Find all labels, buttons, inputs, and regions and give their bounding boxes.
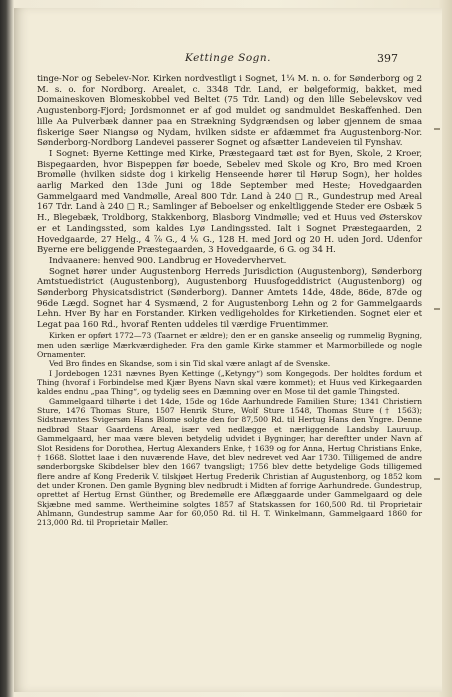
edge-mark [434,308,440,310]
paragraph-sogn-description: tinge-Nor og Sebelev-Nor. Kirken nordvestligt i Sognet, 1¼ M. n. o. for Sønderborg og 2 M. s. o. for Nordborg. Arealet, c. 3348 Tdr. Land, er bølgeformig, bakket, med Domaineskoven Blomeskobbel ved Beltet (75 Tdr. Land) og den lille Sebelevskov ved Augustenborg-Fjord; Jordsmonnet er af god muldet og sandmuldet Beskaffenhed. Den lille Aa Pulverbæk danner paa en Strækning Sydgrændsen og løber gjennem de smaa fiskerige Søer Niangsø og Nydam, hvilken sidste er afdæmmet fra Augustenborg-Nor. Sønderborg-Nordborg Landevei passerer Sognet og afsætter Landeveien til Fynshav. [37,74,422,149]
paragraph-skandse: Ved Bro findes en Skandse, som i sin Tid skal være anlagt af de Svenske. [49,359,331,369]
edge-mark [434,478,440,480]
book-page [14,8,442,692]
paragraph-settlements: I Sognet: Byerne Kettinge med Kirke, Præstegaard tæt øst for Byen, Skole, 2 Kroer, Bispegaarden, hvor Bispeppen før boede, Sebelev med Skole og Kro, Bro med Kroen Bromølle (hvilken sidste dog i kirkelig Henseende hører til Hørup Sogn), her holdes aarlig Marked den 13de Juni og 18de September med Heste; Hovedgaarden Gammelgaard med Vandmølle, Areal 800 Tdr. Land à 240 □ R., Gundestrup med Areal 167 Tdr. Land à 240 □ R.; Samlinger af Beboelser og enkeltliggende Steder ere Osbæk 5 H., Blegebæk, Troldborg, Stakkenborg, Blasborg Vindmølle; ved et Huus ved Østerskov er et Landingssted, som kaldes Lyø Landingssted. Ialt i Sognet Præstegaarden, 2 Hovedgaarde, 27 Helg., 4 ⅞ G., 4 ⅙ G., 128 H. med Jord og 20 H. uden Jord. Udenfor Byerne ere beliggende Præstegaarden, 3 Hovedgaarde, 6 G. og 34 H. [37,148,422,256]
edge-mark [434,128,440,130]
page-body [37,74,422,528]
page-header [14,52,442,68]
running-head: Kettinge Sogn. [185,52,271,64]
paragraph-population: Indvaanere: henved 900. Landbrug er Hovedervhervet. [49,255,287,266]
page-number: 397 [377,52,398,65]
paragraph-gammelgaard-history: Gammelgaard tilhørte i det 14de, 15de og 16de Aarhundrede Familien Sture; 1341 Christiern Sture, 1476 Thomas Sture, 1507 Henrik Sture, Wolf Sture 1548, Thomas Sture († 1563); Sidstnævntes Svigersøn Hans Blome solgte den for 87,500 Rd. til Hertug Hans den Yngre. Denne nedbrød Staar Gaardens Areal, især ved nedlægge et nærliggende Landsby Lauruup. Gammelgaard, her maa være bleven betydelig udvidet i Bygninger, har dereftter under Navn af Slot Residens for Dorothea, Hertug Alexanders Enke, † 1639 og for Anna, Hertug Christians Enke, † 1668. Slottet laae i den nuværende Have, det blev nedrevet ved Aar 1730. Tilligemed de andre sønderborgske Skibdelser blev den 1667 tvangsligt; 1756 blev dette betydelige Gods tilligemed flere andre af Kong Frederik V. tilskjøet Hertug Frederik Christian af Augustenborg, og 1852 kom det under Kronen. Den gamle Bygning blev nedbrudt i Midten af forrige Aarhundrede. Gundestrup, oprettet af Hertug Ernst Günther, og Bredemølle ere Aflæggaarde under Gammelgaard og dele Skjæbne med samme. Wertheimine solgtes 1857 af Statskassen for 160,500 Rd. til Proprietair Ahlmann, Gundestrup samme Aar for 60,050 Rd. til H. T. Winkelmann, Gammelgaard 1860 for 213,000 Rd. til Proprietair Møller. [37,396,422,528]
paragraph-jordebog: I Jordebogen 1231 nævnes Byen Kettinge („Ketyngy“) som Kongegods. Der holdtes fordum et Thing (hvoraf i Forbindelse med Kjær Byens Navn skal være kommet); et Huus ved Kirkegaarden kaldes endnu „paa Thing“, og tydelig sees en Dæmning over en Mose til det gamle Thingsted. [37,368,422,397]
paragraph-jurisdiction: Sognet hører under Augustenborg Herreds Jurisdiction (Augustenborg), Sønderborg Amtstuedistrict (Augustenborg), Augustenborg Huusfogeddistrict (Augustenborg) og Sønderborg Physicatsdistrict (Sønderborg). Danner Amtets 14de, 48de, 86de, 87de og 96de Lægd. Sognet har 4 Sysmænd, 2 for Augustenborg Lehn og 2 for Gammelgaards Lehn. Hver By har en Forstander. Kirken vedligeholdes for Kirketienden. Sognet eier et Legat paa 160 Rd., hvoraf Renten uddeles til værdige Fruentimmer. [37,266,422,331]
paragraph-church: Kirken er opført 1772—73 (Taarnet er ældre); den er en ganske anseelig og rummelig Bygning, men uden særlige Mærkværdigheder. Fra den gamle Kirke stammer et Marmorbillede og nogle Ornamenter. [37,331,422,360]
